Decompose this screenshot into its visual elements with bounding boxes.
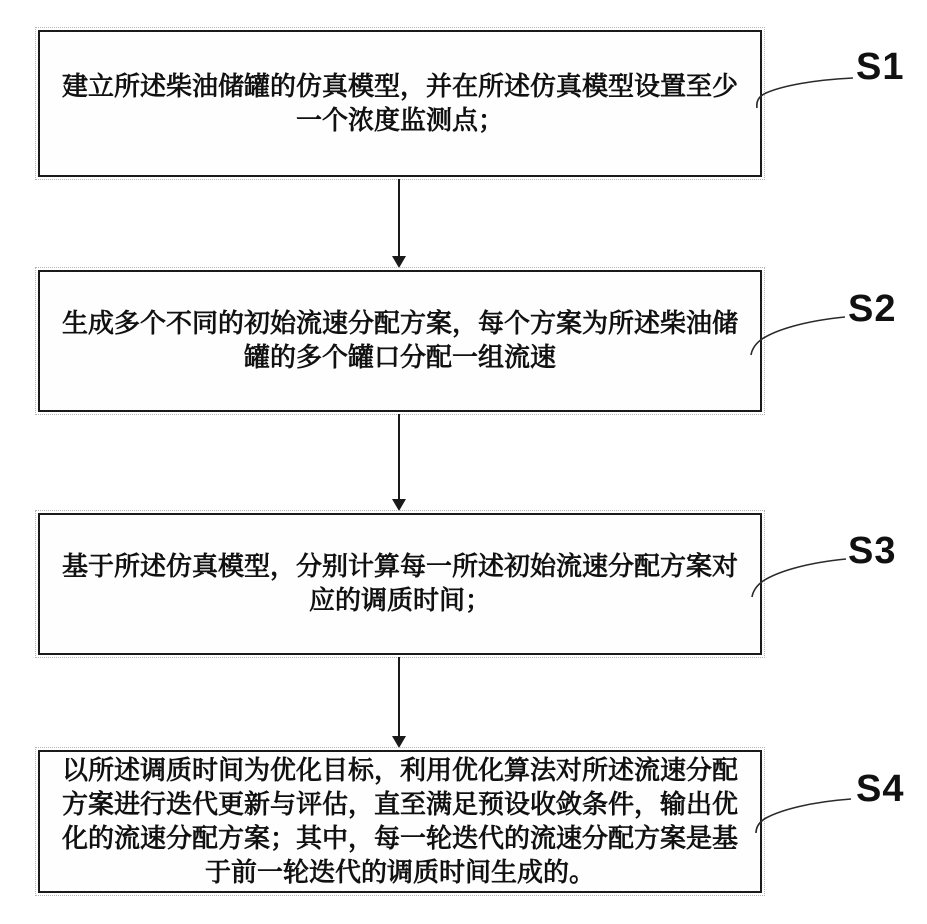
leader-line-s4	[756, 799, 851, 833]
step-label-s1: S1	[856, 46, 905, 88]
arrow-head-icon	[392, 256, 406, 268]
leader-line-s2	[751, 317, 845, 355]
down-arrow-2	[392, 414, 406, 511]
flow-step-box-s4	[38, 750, 762, 893]
arrow-head-icon	[392, 736, 406, 748]
arrow-shaft	[398, 179, 400, 257]
arrow-head-icon	[392, 499, 406, 511]
step-label-s4: S4	[856, 768, 905, 810]
arrow-shaft	[398, 657, 400, 737]
flow-step-box-s2	[38, 270, 762, 412]
flow-step-text-s1: 建立所述柴油储罐的仿真模型，并在所述仿真模型设置至少一个浓度监测点；	[61, 71, 738, 135]
arrow-shaft	[398, 414, 400, 500]
flow-step-text-s2: 生成多个不同的初始流速分配方案，每个方案为所述柴油储罐的多个罐口分配一组流速	[61, 309, 738, 372]
flow-step-text-s3: 基于所述仿真模型，分别计算每一所述初始流速分配方案对应的调质时间；	[61, 552, 738, 615]
flow-step-box-s1	[38, 30, 762, 177]
down-arrow-3	[392, 657, 406, 748]
leader-line-s3	[752, 559, 846, 597]
step-label-s2: S2	[848, 288, 897, 330]
flow-step-text-s4: 以所述调质时间为优化目标，利用优化算法对所述流速分配方案进行迭代更新与评估，直至满足预设收敛条件，输出优化的流速分配方案；其中，每一轮迭代的流速分配方案是基于前一轮迭代的调质时间生成的。	[61, 755, 738, 887]
flow-step-box-s3	[38, 513, 762, 655]
down-arrow-1	[392, 179, 406, 268]
step-label-s3: S3	[848, 530, 897, 572]
leader-line-s1	[757, 78, 853, 108]
